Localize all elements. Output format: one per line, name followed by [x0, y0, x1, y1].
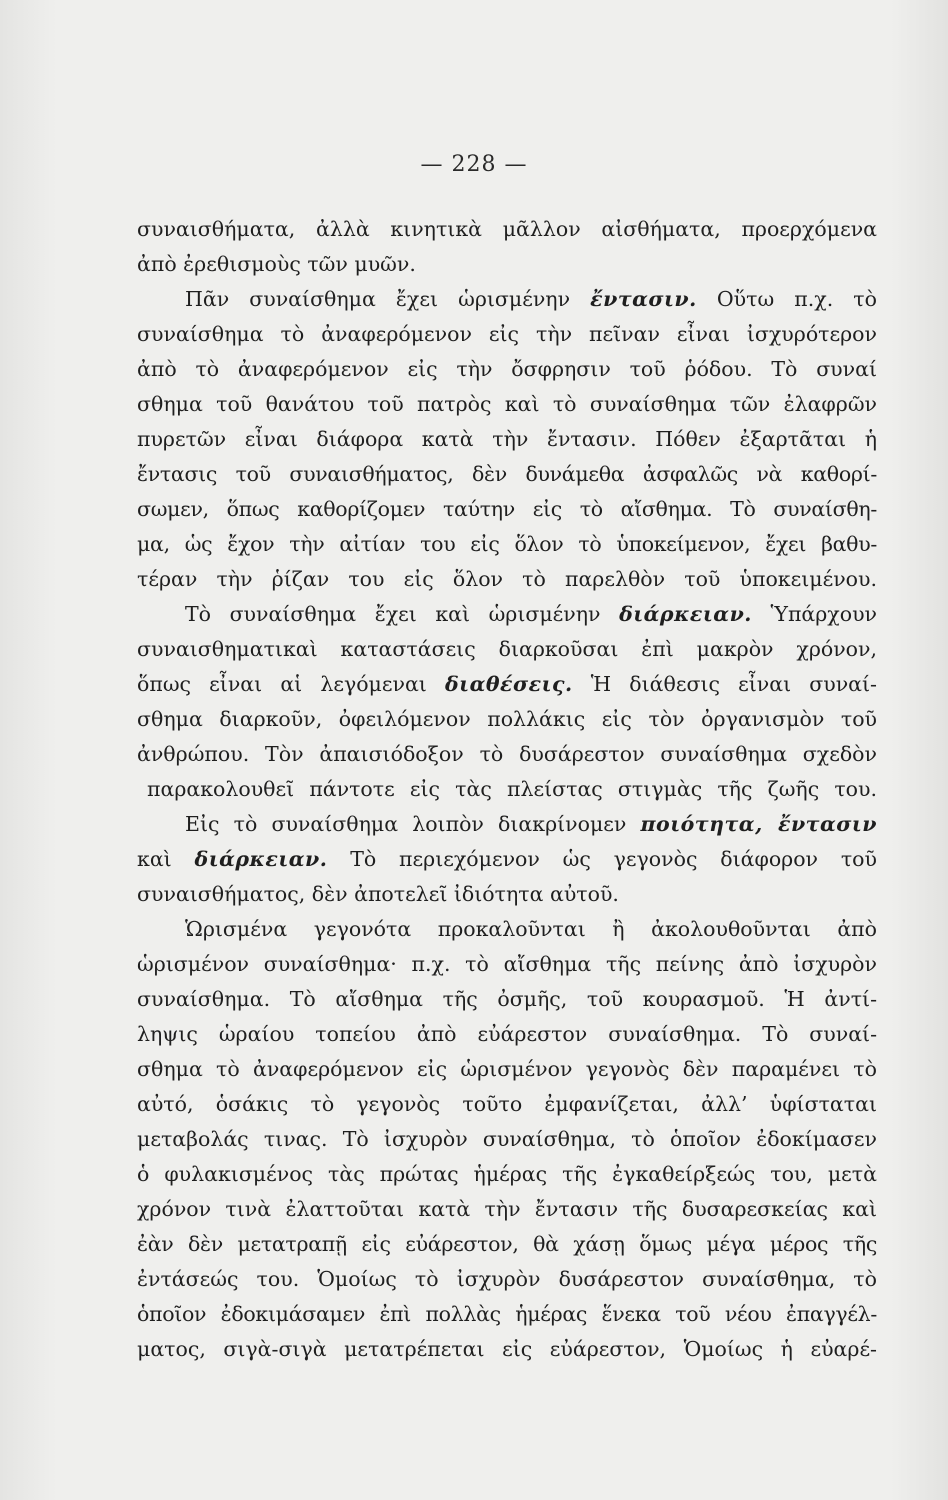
text-line: τέραν τὴν ῥίζαν του εἰς ὅλον τὸ παρελθὸν τοῦ ὑποκειμένου.: [137, 567, 877, 591]
text-line: αὐτό, ὁσάκις τὸ γεγονὸς τοῦτο ἐμφανίζεται, ἀλλ’ ὑφίσταται: [137, 1092, 877, 1116]
text-line: ὡρισμένον συναίσθημα· π.χ. τὸ αἴσθημα τῆς πείνης ἀπὸ ἰσχυρὸν: [137, 952, 877, 976]
text-line: συναισθήματος, δὲν ἀποτελεῖ ἰδιότητα αὐτοῦ.: [137, 882, 619, 906]
emphasis: ποιότητα, ἔντασιν: [640, 812, 877, 836]
page-number: — 228 —: [420, 152, 528, 177]
text-line: καὶ διάρκειαν. Τὸ περιεχόμενον ὡς γεγονὸς διάφορον τοῦ: [137, 847, 877, 871]
emphasis: διάρκειαν.: [619, 602, 752, 626]
text-line: Τὸ συναίσθημα ἔχει καὶ ὡρισμένην διάρκειαν. Ὑπάρχουν: [185, 602, 877, 626]
text-line: ἔντασις τοῦ συναισθήματος, δὲν δυνάμεθα ἀσφαλῶς νὰ καθορί-: [137, 462, 877, 486]
text-line: συναίσθημα. Τὸ αἴσθημα τῆς ὀσμῆς, τοῦ κουρασμοῦ. Ἡ ἀντί-: [137, 987, 877, 1011]
text-line: πυρετῶν εἶναι διάφορα κατὰ τὴν ἔντασιν. Πόθεν ἐξαρτᾶται ἡ: [137, 427, 877, 451]
text-line: μεταβολάς τινας. Τὸ ἰσχυρὸν συναίσθημα, τὸ ὁποῖον ἐδοκίμασεν: [137, 1127, 877, 1151]
text-line: συναίσθημα τὸ ἀναφερόμενον εἰς τὴν πεῖναν εἶναι ἰσχυρότερον: [137, 322, 877, 346]
text-line: Πᾶν συναίσθημα ἔχει ὡρισμένην ἔντασιν. Οὕτω π.χ. τὸ: [185, 287, 877, 311]
text-line: ματος, σιγὰ-σιγὰ μετατρέπεται εἰς εὐάρεστον, Ὁμοίως ἡ εὐαρέ-: [137, 1337, 877, 1361]
text-line: σθημα τοῦ θανάτου τοῦ πατρὸς καὶ τὸ συναίσθημα τῶν ἐλαφρῶν: [137, 392, 877, 416]
text-line: παρακολουθεῖ πάντοτε εἰς τὰς πλείστας στιγμὰς τῆς ζωῆς του.: [147, 777, 877, 801]
text-line: Ὡρισμένα γεγονότα προκαλοῦνται ἢ ἀκολουθοῦνται ἀπὸ: [185, 917, 877, 941]
text-line: ἀνθρώπου. Τὸν ἀπαισιόδοξον τὸ δυσάρεστον συναίσθημα σχεδὸν: [137, 742, 877, 766]
text-line: συναισθήματα, ἀλλὰ κινητικὰ μᾶλλον αἰσθήματα, προερχόμενα: [137, 217, 877, 241]
emphasis: διάρκειαν.: [194, 847, 328, 871]
text-line: ὁποῖον ἐδοκιμάσαμεν ἐπὶ πολλὰς ἡμέρας ἕνεκα τοῦ νέου ἐπαγγέλ-: [137, 1302, 877, 1326]
text-line: συναισθηματικαὶ καταστάσεις διαρκοῦσαι ἐπὶ μακρὸν χρόνον,: [137, 637, 877, 661]
text-line: ὅπως εἶναι αἱ λεγόμεναι διαθέσεις. Ἡ διάθεσις εἶναι συναί-: [137, 672, 877, 696]
text-line: ληψις ὡραίου τοπείου ἀπὸ εὐάρεστον συναίσθημα. Τὸ συναί-: [137, 1022, 877, 1046]
text-line: σθημα διαρκοῦν, ὀφειλόμενον πολλάκις εἰς τὸν ὀργανισμὸν τοῦ: [137, 707, 877, 731]
text-line: μα, ὡς ἔχον τὴν αἰτίαν του εἰς ὅλον τὸ ὑποκείμενον, ἔχει βαθυ-: [137, 532, 877, 556]
text-line: ἐὰν δὲν μετατραπῇ εἰς εὐάρεστον, θὰ χάσῃ ὅμως μέγα μέρος τῆς: [137, 1232, 877, 1256]
text-line: ὁ φυλακισμένος τὰς πρώτας ἡμέρας τῆς ἐγκαθείρξεώς του, μετὰ: [137, 1162, 877, 1186]
text-line: ἀπὸ τὸ ἀναφερόμενον εἰς τὴν ὄσφρησιν τοῦ ῥόδου. Τὸ συναί: [137, 357, 877, 381]
text-line: σθημα τὸ ἀναφερόμενον εἰς ὡρισμένον γεγονὸς δὲν παραμένει τὸ: [137, 1057, 877, 1081]
text-line: ἐντάσεώς του. Ὁμοίως τὸ ἰσχυρὸν δυσάρεστον συναίσθημα, τὸ: [137, 1267, 877, 1291]
emphasis: ἔντασιν.: [590, 287, 697, 311]
text-line: σωμεν, ὅπως καθορίζομεν ταύτην εἰς τὸ αἴσθημα. Τὸ συναίσθη-: [137, 497, 877, 521]
text-line: ἀπὸ ἐρεθισμοὺς τῶν μυῶν.: [137, 252, 416, 276]
text-line: χρόνον τινὰ ἐλαττοῦται κατὰ τὴν ἔντασιν τῆς δυσαρεσκείας καὶ: [137, 1197, 877, 1221]
emphasis: διαθέσεις.: [445, 672, 573, 696]
body-text: [137, 212, 877, 1367]
text-line: Εἰς τὸ συναίσθημα λοιπὸν διακρίνομεν ποιότητα, ἔντασιν: [185, 812, 877, 836]
